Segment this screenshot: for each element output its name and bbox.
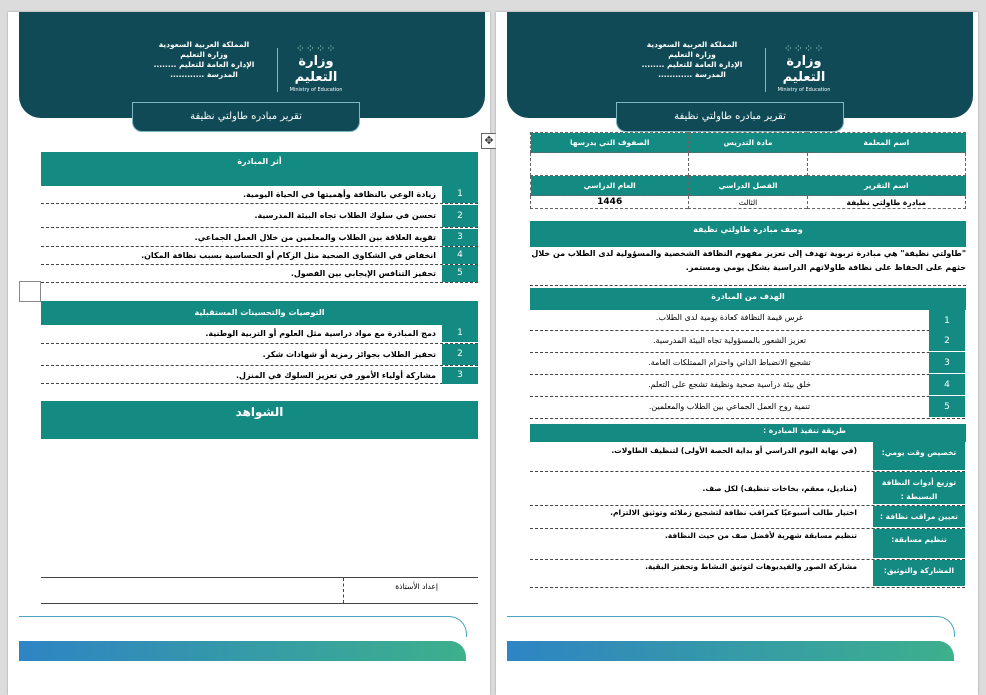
- rec-row: دمج المبادرة مع مواد دراسية مثل العلوم أو التربية الوطنية. 1: [41, 325, 478, 344]
- impl-row: تنظيم مسابقة: تنظيم مسابقة شهرية لأفضل صف من حيث النظافة.: [530, 529, 965, 560]
- report-title: تقرير مبادره طاولتي نظيفة: [132, 102, 360, 132]
- rec-row: مشاركة أولياء الأمور في تعزيز السلوك في المنزل. 3: [41, 367, 478, 384]
- ministry-logo: ⁘⁘⁘⁘ وزارة التعليم Ministry of Education: [281, 44, 351, 94]
- impl-row: تخصيص وقت يومي: (في نهاية اليوم الدراسي أو بداية الحصة الأولى) لتنظيف الطاولات.: [530, 442, 965, 472]
- semester-header: الفصل الدراسي: [689, 176, 807, 196]
- teacher-name-cell[interactable]: [807, 153, 965, 176]
- recs-title: التوصيات والتحسينات المستقبلية: [41, 301, 478, 325]
- subject-header: مادة التدريس: [689, 133, 807, 153]
- teacher-name-header: اسم المعلمة: [807, 133, 965, 153]
- logo-divider: [277, 48, 278, 92]
- kingdom-text: المملكة العربية السعودية وزارة التعليم الإدارة العامة للتعليم ........ المدرسة ............: [153, 40, 255, 79]
- semester-value: الثالث: [689, 196, 807, 209]
- report-name-header: اسم التقرير: [807, 176, 965, 196]
- year-header: العام الدراسي: [531, 176, 689, 196]
- impact-row: زيادة الوعي بالنظافة وأهميتها في الحياة اليومية. 1: [41, 186, 478, 204]
- impl-row: المشاركة والتوثيق: مشاركة الصور والفيديوهات لتوثيق النشاط وتحفيز البقية.: [530, 560, 965, 588]
- desc-title: وصف مبادرة طاولتي نظيفة: [530, 221, 966, 247]
- resize-handle[interactable]: [19, 281, 41, 302]
- classes-cell[interactable]: [531, 153, 689, 176]
- ministry-logo: ⁘⁘⁘⁘ وزارة التعليم Ministry of Education: [769, 44, 839, 94]
- impact-row: تحفيز التنافس الإيجابي بين الفصول. 5: [41, 265, 478, 283]
- footer-band: [507, 641, 954, 661]
- evidence-title: الشواهد: [41, 401, 478, 439]
- impl-row: تعيين مراقب نظافة : اختيار طالب أسبوعيًا كمراقب نظافة لتشجيع زملائه وتوثيق الالتزام.: [530, 506, 965, 529]
- prepared-by-label: إعداد الأستاذة: [395, 582, 438, 591]
- goal-row: غرس قيمة النظافة كعادة يومية لدى الطلاب. 1: [530, 310, 965, 331]
- logo-divider: [765, 48, 766, 92]
- subject-cell[interactable]: [689, 153, 807, 176]
- logo-dots-icon: ⁘⁘⁘⁘: [783, 42, 825, 55]
- goal-row: تنمية روح العمل الجماعي بين الطلاب والمعلمين. 5: [530, 396, 965, 419]
- impact-title: أثر المبادرة: [41, 152, 478, 186]
- goal-row: تعزيز الشعور بالمسؤولية تجاه البيئة المدرسية. 2: [530, 330, 965, 353]
- goal-row: تشجيع الانضباط الذاتي واحترام الممتلكات العامة. 3: [530, 352, 965, 375]
- classes-header: الصفوف التي يدرسها: [531, 133, 689, 153]
- footer-curve: [19, 616, 467, 637]
- rec-row: تحفيز الطلاب بجوائز رمزية أو شهادات شكر. 2: [41, 344, 478, 366]
- impact-row: انخفاض في الشكاوى الصحية مثل الزكام أو الحساسية بسبب نظافة المكان. 4: [41, 247, 478, 265]
- page-left: [8, 12, 490, 695]
- impact-row: تحسن في سلوك الطلاب تجاه البيئة المدرسية. 2: [41, 205, 478, 228]
- move-handle-icon[interactable]: ✥: [481, 133, 497, 149]
- signature-row: [41, 577, 478, 604]
- desc-text: "طاولتي نظيفة" هي مبادرة تربوية تهدف إلى تعزيز مفهوم النظافة الشخصية والمسؤولية لدى الطلاب من خلال حثهم على الحفاظ على نظافة طاولاتهم الدراسية بشكل يومي ومستمر.: [530, 247, 966, 286]
- report-name-value: مبادرة طاولتي نظيفة: [807, 196, 965, 209]
- impl-title: طريقة تنفيذ المبادرة :: [530, 424, 966, 442]
- impact-row: تقوية العلاقة بين الطلاب والمعلمين من خلال العمل الجماعي. 3: [41, 229, 478, 247]
- report-title: تقرير مبادره طاولتي نظيفة: [616, 102, 844, 132]
- footer-band: [19, 641, 466, 661]
- info-table: [530, 132, 966, 209]
- kingdom-text: المملكة العربية السعودية وزارة التعليم الإدارة العامة للتعليم ........ المدرسة ............: [641, 40, 743, 79]
- impl-row: توزيع أدوات النظافة البسيطة : (مناديل، معقم، بخاخات تنظيف) لكل صف.: [530, 472, 965, 506]
- goal-row: خلق بيئة دراسية صحية ونظيفة تشجع على التعلم. 4: [530, 374, 965, 397]
- goals-title: الهدف من المبادرة: [530, 288, 966, 310]
- footer-curve: [507, 616, 955, 637]
- page-right: [496, 12, 978, 695]
- logo-dots-icon: ⁘⁘⁘⁘: [295, 42, 337, 55]
- year-value: 1446: [531, 196, 689, 209]
